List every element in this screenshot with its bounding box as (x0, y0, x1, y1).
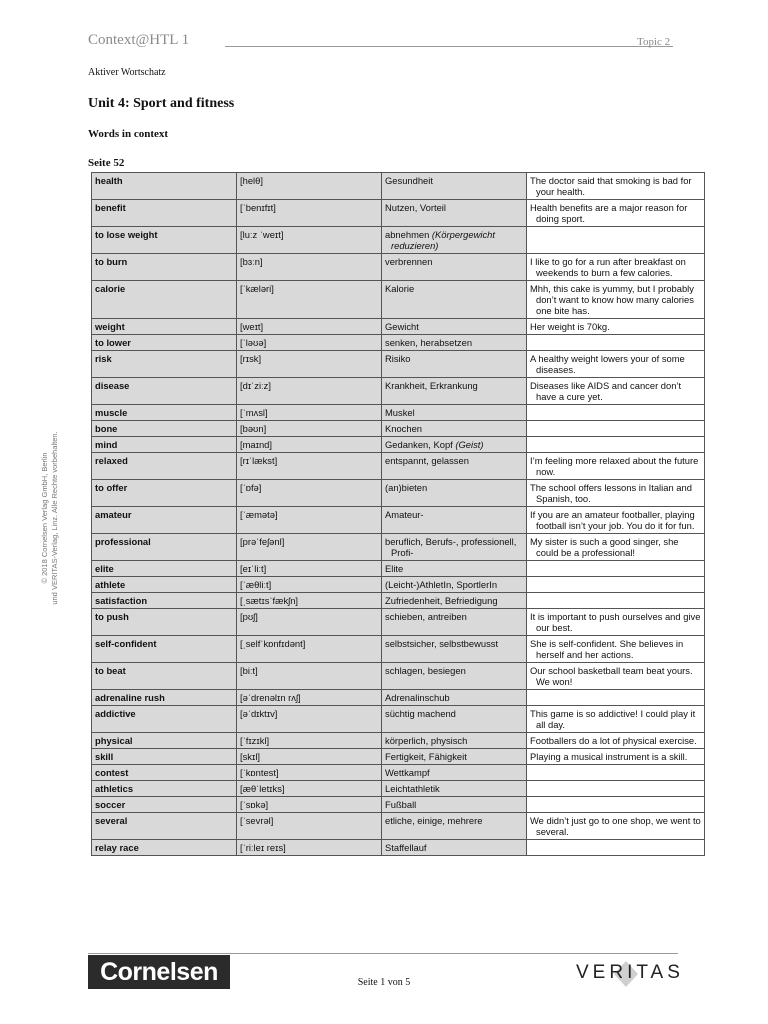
vocab-example (527, 609, 705, 636)
vocab-german-wrap (385, 482, 523, 493)
vocab-german-text: Gedanken, Kopf (385, 439, 453, 450)
vocab-word: disease (92, 378, 237, 405)
vocab-example-text (530, 407, 701, 418)
vocab-example (527, 593, 705, 609)
vocab-example (527, 453, 705, 480)
vocab-word: to lose weight (92, 227, 237, 254)
vocab-word: adrenaline rush (92, 690, 237, 706)
vocab-word: to burn (92, 254, 237, 281)
vocab-word: athletics (92, 781, 237, 797)
table-row (92, 281, 705, 319)
vocab-german-wrap (385, 842, 523, 853)
vocab-word: physical (92, 733, 237, 749)
vocab-german-text: Amateur- (385, 509, 424, 520)
vocab-german (382, 813, 527, 840)
vocab-german-note: (Geist) (455, 439, 484, 450)
vocab-pronunciation: [əˈdɪktɪv] (237, 706, 382, 733)
vocab-german-text: Gewicht (385, 321, 419, 332)
vocab-german-wrap (385, 407, 523, 418)
vocab-pronunciation: [ˈsɒkə] (237, 797, 382, 813)
vocab-german-text: entspannt, gelassen (385, 455, 469, 466)
vocab-pronunciation: [ˈriːleɪ reɪs] (237, 840, 382, 856)
vocab-german-wrap (385, 536, 523, 558)
vocab-german-wrap (385, 337, 523, 348)
vocab-pronunciation: [rɪˈlækst] (237, 453, 382, 480)
vocab-german (382, 335, 527, 351)
vocab-german-text: Zufriedenheit, Befriedigung (385, 595, 498, 606)
vocab-word: muscle (92, 405, 237, 421)
vocab-pronunciation: [ˈmʌsl] (237, 405, 382, 421)
table-row (92, 663, 705, 690)
table-row (92, 593, 705, 609)
table-row (92, 534, 705, 561)
vocab-example (527, 813, 705, 840)
vocab-example (527, 663, 705, 690)
table-row (92, 507, 705, 534)
vocab-german (382, 480, 527, 507)
vocab-german-wrap (385, 579, 523, 590)
vocab-example (527, 507, 705, 534)
vocab-pronunciation: [helθ] (237, 173, 382, 200)
vocab-pronunciation: [æθˈletɪks] (237, 781, 382, 797)
vocab-german-text: senken, herabsetzen (385, 337, 473, 348)
vocab-german (382, 781, 527, 797)
vocab-german-text: Elite (385, 563, 404, 574)
vocab-example-text (530, 692, 701, 703)
vocab-german (382, 609, 527, 636)
table-row (92, 173, 705, 200)
vocab-german-text: Muskel (385, 407, 415, 418)
vocab-example-text: Footballers do a lot of physical exercise. (530, 735, 697, 746)
vocab-example (527, 281, 705, 319)
table-row (92, 405, 705, 421)
vocab-german-wrap (385, 665, 523, 676)
vocab-example-text (530, 337, 701, 348)
table-row (92, 733, 705, 749)
vocab-german (382, 200, 527, 227)
vocab-word: relaxed (92, 453, 237, 480)
vocab-word: to beat (92, 663, 237, 690)
vocab-pronunciation: [ˈləʊə] (237, 335, 382, 351)
table-row (92, 781, 705, 797)
vocab-german-text: beruflich, Berufs-, professionell, Profi- (385, 536, 517, 558)
vocab-german-text: Adrenalinschub (385, 692, 450, 703)
vocab-german-wrap (385, 815, 523, 826)
vocab-german (382, 378, 527, 405)
vocab-word: several (92, 813, 237, 840)
vocab-german (382, 437, 527, 453)
vocab-german-wrap (385, 563, 523, 574)
vocab-german-wrap (385, 283, 523, 294)
table-row (92, 437, 705, 453)
vocab-word: relay race (92, 840, 237, 856)
vocab-pronunciation: [bɜːn] (237, 254, 382, 281)
table-row (92, 351, 705, 378)
vocab-german (382, 765, 527, 781)
vocab-german (382, 507, 527, 534)
table-row (92, 636, 705, 663)
header-topic: Topic 2 (637, 36, 671, 48)
copyright-line-2: und VERITAS-Verlag, Linz. Alle Rechte vorbehalten. (50, 431, 59, 605)
vocab-german (382, 690, 527, 706)
table-row (92, 319, 705, 335)
vocab-word: athlete (92, 577, 237, 593)
header-title: Context@HTL 1 (88, 32, 190, 48)
vocab-german-wrap (385, 423, 523, 434)
vocab-pronunciation: [ˌselfˈkɒnfɪdənt] (237, 636, 382, 663)
vocab-german-text: Nutzen, Vorteil (385, 202, 446, 213)
vocab-german-text: (Leicht-)AthletIn, SportlerIn (385, 579, 498, 590)
table-row (92, 690, 705, 706)
vocab-pronunciation: [luːz ˈweɪt] (237, 227, 382, 254)
vocab-example (527, 561, 705, 577)
vocab-example-text: My sister is such a good singer, she could be a professional! (530, 536, 679, 558)
vocab-example (527, 749, 705, 765)
table-row (92, 577, 705, 593)
table-row (92, 706, 705, 733)
vocab-german-text: selbstsicher, selbstbewusst (385, 638, 499, 649)
vocab-pronunciation: [pʊʃ] (237, 609, 382, 636)
vocab-german-text: Gesundheit (385, 175, 433, 186)
vocab-pronunciation: [dɪˈziːz] (237, 378, 382, 405)
vocab-german (382, 577, 527, 593)
vocab-example (527, 319, 705, 335)
vocab-german-text: Kalorie (385, 283, 415, 294)
vocab-german (382, 351, 527, 378)
vocab-german-text: Knochen (385, 423, 423, 434)
table-row (92, 227, 705, 254)
vocab-example (527, 534, 705, 561)
vocab-pronunciation: [ˈkɒntest] (237, 765, 382, 781)
table-row (92, 797, 705, 813)
vocab-word: to lower (92, 335, 237, 351)
vocab-german-text: schlagen, besiegen (385, 665, 466, 676)
vocab-word: elite (92, 561, 237, 577)
vocab-example (527, 335, 705, 351)
vocab-example (527, 781, 705, 797)
vocab-example-text (530, 842, 701, 853)
table-row (92, 480, 705, 507)
footer-rule (88, 953, 678, 954)
vocab-pronunciation: [rɪsk] (237, 351, 382, 378)
vocab-german-text: Fußball (385, 799, 417, 810)
vocab-example-text: This game is so addictive! I could play it all day. (530, 708, 696, 730)
vocab-pronunciation: [eɪˈliːt] (237, 561, 382, 577)
vocab-example-text: Health benefits are a major reason for doing sport. (530, 202, 688, 224)
vocab-word: satisfaction (92, 593, 237, 609)
veritas-logo (576, 961, 684, 987)
header-rule (225, 46, 673, 47)
vocab-example (527, 733, 705, 749)
vocab-german (382, 749, 527, 765)
vocab-german-wrap (385, 783, 523, 794)
vocab-german (382, 663, 527, 690)
cornelsen-logo: Cornelsen (88, 955, 230, 989)
vocab-word: benefit (92, 200, 237, 227)
vocab-word: to offer (92, 480, 237, 507)
vocab-example-text (530, 229, 701, 240)
table-row (92, 765, 705, 781)
vocab-pronunciation: [biːt] (237, 663, 382, 690)
vocab-german (382, 281, 527, 319)
vocab-example (527, 480, 705, 507)
vocab-example-text: The doctor said that smoking is bad for your health. (530, 175, 692, 197)
vocab-example (527, 840, 705, 856)
vocab-pronunciation: [prəˈfeʃənl] (237, 534, 382, 561)
vocab-pronunciation: [ˌsætɪsˈfækʃn] (237, 593, 382, 609)
vocab-german (382, 405, 527, 421)
vocab-german-wrap (385, 455, 523, 466)
vocab-german (382, 797, 527, 813)
vocab-german-text: Wettkampf (385, 767, 430, 778)
vocab-example (527, 636, 705, 663)
copyright-line-1: © 2018 Cornelsen Verlag GmbH, Berlin (40, 452, 49, 584)
copyright-notice (40, 328, 60, 708)
vocab-example (527, 405, 705, 421)
vocab-german-wrap (385, 202, 523, 213)
vocab-example-text (530, 799, 701, 810)
vocab-word: health (92, 173, 237, 200)
vocab-pronunciation: [weɪt] (237, 319, 382, 335)
vocab-example-text: Our school basketball team beat yours. We won! (530, 665, 693, 687)
table-row (92, 749, 705, 765)
vocab-word: to push (92, 609, 237, 636)
vocab-example-text: Her weight is 70kg. (530, 321, 610, 332)
vocab-pronunciation: [ˈæmətə] (237, 507, 382, 534)
vocab-example-text (530, 767, 701, 778)
document-subtitle: Aktiver Wortschatz (88, 67, 166, 78)
vocab-word: professional (92, 534, 237, 561)
vocab-example (527, 254, 705, 281)
vocab-pronunciation: [skɪl] (237, 749, 382, 765)
vocabulary-table-body (92, 173, 705, 856)
vocab-example-text: I’m feeling more relaxed about the future now. (530, 455, 699, 477)
vocab-german-text: etliche, einige, mehrere (385, 815, 483, 826)
vocab-example (527, 797, 705, 813)
vocab-german (382, 733, 527, 749)
vocab-german-text: Staffellauf (385, 842, 427, 853)
vocab-german (382, 227, 527, 254)
vocab-example-text (530, 439, 701, 450)
table-row (92, 421, 705, 437)
vocab-example (527, 227, 705, 254)
table-row (92, 609, 705, 636)
vocab-german-wrap (385, 735, 523, 746)
vocab-german-wrap (385, 708, 523, 719)
vocab-german-wrap (385, 692, 523, 703)
vocab-pronunciation: [ˈbenɪfɪt] (237, 200, 382, 227)
vocab-word: weight (92, 319, 237, 335)
vocab-word: calorie (92, 281, 237, 319)
page-number: Seite 1 von 5 (357, 977, 411, 988)
vocab-word: risk (92, 351, 237, 378)
vocab-german (382, 319, 527, 335)
vocab-german-note: (Körpergewicht reduzieren) (391, 229, 495, 251)
vocab-german (382, 173, 527, 200)
vocab-example (527, 765, 705, 781)
vocab-german-wrap (385, 229, 523, 251)
vocab-example (527, 706, 705, 733)
vocab-german-text: abnehmen (385, 229, 430, 240)
vocab-example-text: A healthy weight lowers your of some diseases. (530, 353, 685, 375)
vocab-pronunciation: [ˈæθliːt] (237, 577, 382, 593)
vocab-example-text: Playing a musical instrument is a skill. (530, 751, 688, 762)
vocab-pronunciation: [ˈkæləri] (237, 281, 382, 319)
vocab-example (527, 351, 705, 378)
vocab-example-text (530, 563, 701, 574)
vocab-example (527, 200, 705, 227)
table-row (92, 840, 705, 856)
vocab-example-text: We didn’t just go to one shop, we went to several. (530, 815, 701, 837)
vocab-german (382, 254, 527, 281)
vocab-example (527, 437, 705, 453)
page-reference: Seite 52 (88, 157, 125, 169)
vocab-word: soccer (92, 797, 237, 813)
vocab-pronunciation: [ˈfɪzɪkl] (237, 733, 382, 749)
vocab-german-wrap (385, 509, 523, 520)
vocab-german (382, 636, 527, 663)
vocab-example-text: The school offers lessons in Italian and Spanish, too. (530, 482, 692, 504)
vocab-word: mind (92, 437, 237, 453)
vocab-german-wrap (385, 380, 523, 391)
vocab-german-wrap (385, 751, 523, 762)
vocab-german-text: Krankheit, Erkrankung (385, 380, 478, 391)
vocab-german-text: Risiko (385, 353, 411, 364)
vocab-german-wrap (385, 638, 523, 649)
table-row (92, 254, 705, 281)
unit-title: Unit 4: Sport and fitness (88, 96, 235, 111)
table-row (92, 335, 705, 351)
vocab-german-wrap (385, 611, 523, 622)
vocab-example-text (530, 423, 701, 434)
vocab-word: contest (92, 765, 237, 781)
table-row (92, 200, 705, 227)
vocab-pronunciation: [bəʊn] (237, 421, 382, 437)
table-row (92, 813, 705, 840)
vocab-pronunciation: [maɪnd] (237, 437, 382, 453)
vocab-pronunciation: [ˈɒfə] (237, 480, 382, 507)
vocab-example-text: Mhh, this cake is yummy, but I probably don’t want to know how many calories one bite has. (530, 283, 694, 316)
vocab-example-text (530, 579, 701, 590)
vocab-example-text: She is self-confident. She believes in herself and her actions. (530, 638, 684, 660)
vocab-example (527, 378, 705, 405)
vocab-german-wrap (385, 256, 523, 267)
table-row (92, 378, 705, 405)
vocab-german-text: (an)bieten (385, 482, 428, 493)
vocab-example (527, 577, 705, 593)
vocab-german-text: körperlich, physisch (385, 735, 468, 746)
vocab-german (382, 840, 527, 856)
section-heading: Words in context (88, 128, 169, 140)
vocab-german (382, 534, 527, 561)
vocab-example-text (530, 783, 701, 794)
vocab-word: self-confident (92, 636, 237, 663)
vocab-word: addictive (92, 706, 237, 733)
vocab-example-text: If you are an amateur footballer, playing football isn’t your job. You do it for fun. (530, 509, 695, 531)
vocab-example-text (530, 595, 701, 606)
table-row (92, 453, 705, 480)
vocab-pronunciation: [əˈdrenəlɪn rʌʃ] (237, 690, 382, 706)
vocab-example-text: I like to go for a run after breakfast on weekends to burn a few calories. (530, 256, 686, 278)
vocab-german (382, 706, 527, 733)
vocab-german-wrap (385, 767, 523, 778)
vocab-german (382, 593, 527, 609)
vocab-german-text: Fertigkeit, Fähigkeit (385, 751, 467, 762)
table-row (92, 561, 705, 577)
vocab-german-wrap (385, 175, 523, 186)
vocab-word: skill (92, 749, 237, 765)
vocab-example (527, 690, 705, 706)
vocab-german-wrap (385, 799, 523, 810)
vocab-german-wrap (385, 439, 523, 450)
vocab-german-text: Leichtathletik (385, 783, 440, 794)
vocab-german (382, 421, 527, 437)
vocab-german-text: schieben, antreiben (385, 611, 467, 622)
vocab-german (382, 561, 527, 577)
vocab-example-text: It is important to push ourselves and give our best. (530, 611, 701, 633)
vocab-example (527, 173, 705, 200)
vocab-german-text: süchtig machend (385, 708, 456, 719)
vocab-german-wrap (385, 353, 523, 364)
vocab-pronunciation: [ˈsevrəl] (237, 813, 382, 840)
vocab-word: bone (92, 421, 237, 437)
vocab-word: amateur (92, 507, 237, 534)
vocab-german (382, 453, 527, 480)
vocab-german-wrap (385, 595, 523, 606)
vocabulary-table (91, 172, 705, 856)
vocab-example-text: Diseases like AIDS and cancer don’t have a cure yet. (530, 380, 682, 402)
vocab-german-wrap (385, 321, 523, 332)
veritas-logo-text: VERITAS (576, 962, 684, 983)
vocab-german-text: verbrennen (385, 256, 433, 267)
vocab-example (527, 421, 705, 437)
